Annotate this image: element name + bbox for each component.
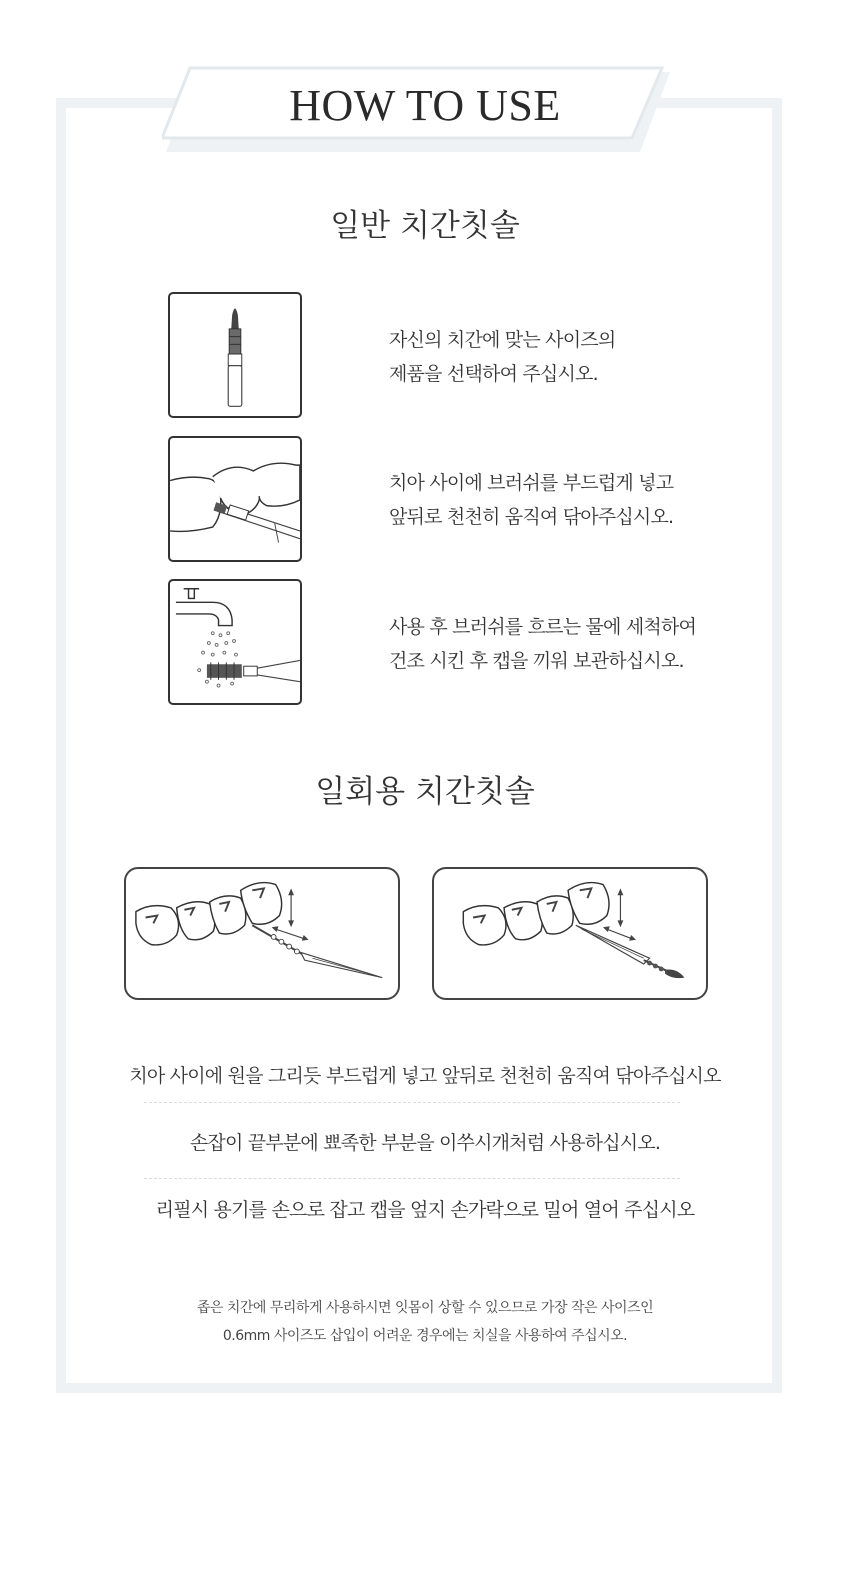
step-1-line-2: 제품을 선택하여 주십시오.: [389, 363, 598, 385]
step-3-text: [389, 610, 729, 678]
step-3-illustration: [168, 579, 302, 705]
step-2-text: [389, 466, 729, 534]
disposable-note-1: 치아 사이에 원을 그리듯 부드럽게 넣고 앞뒤로 천천히 움직여 닦아주십시오: [129, 1065, 721, 1087]
step-1-illustration: [168, 292, 302, 418]
general-section-title: 일반 치간칫솔: [330, 208, 520, 244]
divider-2: [144, 1178, 680, 1179]
warning-line-1: 좁은 치간에 무리하게 사용하시면 잇몸이 상할 수 있으므로 가장 작은 사이즈인: [196, 1300, 654, 1316]
teeth-brushing-icon: [170, 438, 300, 560]
step-2-line-2: 앞뒤로 천천히 움직여 닦아주십시오.: [389, 506, 674, 528]
disposable-section-title: 일회용 치간칫솔: [315, 774, 535, 810]
brush-with-cap-icon: [170, 294, 300, 416]
step-2-line-1: 치아 사이에 브러쉬를 부드럽게 넣고: [389, 472, 674, 494]
step-2-illustration: [168, 436, 302, 562]
step-1-text: [389, 323, 729, 391]
teeth-pick-brush-icon: [126, 869, 398, 998]
warning-line-2: 0.6mm 사이즈도 삽입이 어려운 경우에는 치실을 사용하여 주십시오.: [222, 1328, 628, 1344]
faucet-rinse-icon: [170, 581, 300, 703]
disposable-illustration-2: [432, 867, 708, 1000]
step-1-line-1: 자신의 치간에 맞는 사이즈의: [389, 329, 616, 351]
step-3-line-1: 사용 후 브러쉬를 흐르는 물에 세척하여: [389, 616, 697, 638]
step-3-line-2: 건조 시킨 후 캡을 끼워 보관하십시오.: [389, 650, 684, 672]
divider-1: [144, 1102, 680, 1103]
teeth-pick-tip-icon: [434, 869, 706, 998]
disposable-note-3: 리필시 용기를 손으로 잡고 캡을 엎지 손가락으로 밀어 열어 주십시오: [155, 1199, 695, 1221]
page-title: HOW TO USE: [289, 81, 561, 130]
disposable-illustration-1: [124, 867, 400, 1000]
warning-note: [0, 1294, 850, 1350]
disposable-note-2: 손잡이 끝부분에 뾰족한 부분을 이쑤시개처럼 사용하십시오.: [189, 1132, 661, 1154]
